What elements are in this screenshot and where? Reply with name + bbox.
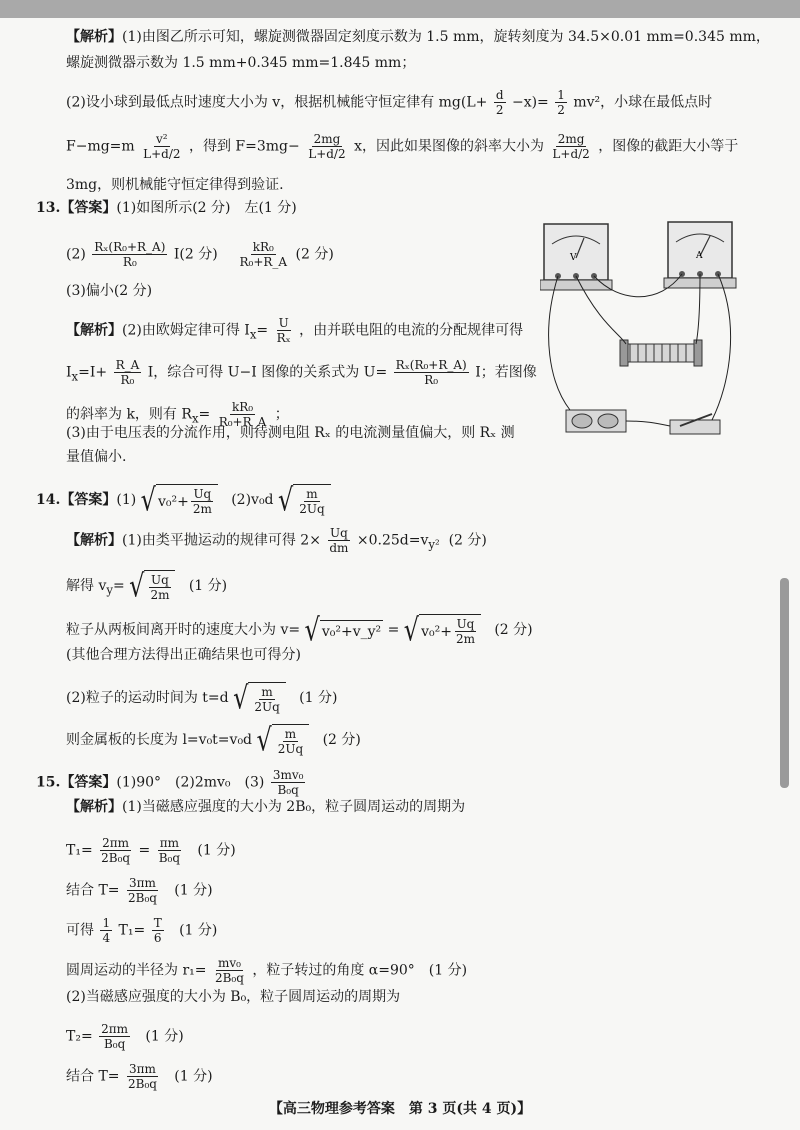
s15-analysis-line-1: 【解析】(1)当磁感应强度的大小为 2B₀，粒子圆周运动的周期为 xyxy=(66,799,466,815)
s15-answer-line: 15.【答案】(1)90° (2)2mv₀ (3) $\frac{\text{3mv₀}}{\text{B₀q}}$ xyxy=(36,768,304,797)
switch-icon xyxy=(670,414,720,434)
voltmeter-icon xyxy=(540,224,612,290)
text: −x)= xyxy=(511,94,549,111)
s13-analysis-line-1: 【解析】(2)由欧姆定律可得 $I_x=$ $\frac{U}{\text{Rₓ}}$ ，由并联电阻的电流的分配规律可得 xyxy=(66,316,524,345)
fraction: $\frac{2mg}{L+d/2}$ xyxy=(308,132,346,161)
s15-analysis-line-5: 圆周运动的半径为 r₁= $\frac{\text{mv₀}}{\text{2B₀q}}$ ，粒子转过的角度 α=90° (1 分) xyxy=(66,956,468,985)
s12-line-5: 3mg，则机械能守恒定律得到验证. xyxy=(66,177,284,193)
s15-analysis-line-6: (2)当磁感应强度的大小为 B₀，粒子圆周运动的周期为 xyxy=(66,989,401,1005)
s14-analysis-line-5: (2)粒子的运动时间为 t=d √ $\frac{m}{2Uq}$ (1 分) xyxy=(66,679,338,717)
s15-analysis-line-3: 结合 T= $\frac{3\pi m}{\text{2B₀q}}$ (1 分) xyxy=(66,876,213,905)
s12-line-2: 螺旋测微器示数为 1.5 mm+0.345 mm=1.845 mm； xyxy=(66,55,416,71)
battery-icon xyxy=(566,410,626,432)
fraction: $\frac{\text{v²}}{L+d/2}$ xyxy=(143,132,181,161)
fraction: $\frac{U}{\text{Rₓ}}$ xyxy=(276,316,291,345)
s14-analysis-line-6: 则金属板的长度为 l=v₀t=v₀d √ $\frac{m}{2Uq}$ (2 分) xyxy=(66,721,361,759)
s13-answer-line-2: (2) $\frac{\text{Rₓ(R₀+R\_A)}}{\text{R₀}}$ I(2 分) $\frac{\text{kR₀}}{\text{R₀+R\_A}}$ (2 分) xyxy=(66,240,334,269)
voltmeter-label: V xyxy=(570,253,577,263)
s15-analysis-line-8: 结合 T= $\frac{3\pi m}{\text{2B₀q}}$ (1 分) xyxy=(66,1062,213,1091)
sqrt-expression: √ v₀²+ $\frac{Uq}{2m}$ xyxy=(141,484,218,516)
fraction: $\frac{\text{kR₀}}{\text{R₀+R\_A}}$ xyxy=(218,400,267,429)
s13-analysis-line-5: 量值偏小. xyxy=(66,449,127,465)
answer-tag: 【答案】 xyxy=(60,774,117,791)
s14-analysis-line-2: 解得 $v_y=$ √ $\frac{Uq}{2m}$ (1 分) xyxy=(66,567,228,605)
fraction: $\frac{\text{kR₀}}{\text{R₀+R\_A}}$ xyxy=(239,240,288,269)
s14-answer-line: 14.【答案】(1) √ v₀²+ $\frac{Uq}{2m}$ (2)v₀d √ $\frac{m}{2Uq}$ xyxy=(36,484,331,516)
analysis-tag: 【解析】 xyxy=(66,29,122,45)
s15-analysis-line-4: 可得 $\frac{1}{4}$ T₁= $\frac{T}{6}$ (1 分) xyxy=(66,916,218,945)
fraction: $\frac{\text{Rₓ(R₀+R\_A)}}{\text{R₀}}$ xyxy=(94,240,166,269)
page-footer: 【高三物理参考答案 第 3 页(共 4 页)】 xyxy=(268,1101,532,1117)
text: (2)设小球到最低点时速度大小为 v，根据机械能守恒定律有 mg(L+ xyxy=(66,94,488,111)
answer-tag: 【答案】 xyxy=(60,200,117,216)
text: x，因此如果图像的斜率大小为 xyxy=(354,138,544,155)
fraction: $\frac{R\_A}{\text{R₀}}$ xyxy=(115,358,140,387)
s13-analysis-line-3: 的斜率为 k，则有 $R_x=$ $\frac{\text{kR₀}}{\text{R₀+R\_A}}$ ； xyxy=(66,400,289,429)
fraction: $\frac{d}{2}$ xyxy=(495,88,504,117)
fraction: $\frac{2mg}{L+d/2}$ xyxy=(552,132,590,161)
fraction: $\frac{1}{2}$ xyxy=(557,88,565,117)
s12-line-1 xyxy=(66,28,770,46)
s12-line-3 xyxy=(66,88,712,117)
answer-tag: 【答案】 xyxy=(60,492,117,508)
s14-analysis-line-1: 【解析】(1)由类平抛运动的规律可得 2× $\frac{Uq}{dm}$ $\times 0.25d=v_{y^2}$ (2 分) xyxy=(66,526,487,555)
text: (1)由图乙所示可知，螺旋测微器固定刻度示数为 1.5 mm，旋转刻度为 34.5×0.01 mm=0.345 mm， xyxy=(122,29,770,45)
text: F−mg=m xyxy=(66,138,135,155)
circuit-diagram xyxy=(540,214,740,450)
s13-analysis-line-4: (3)由于电压表的分流作用，则待测电阻 Rₓ 的电流测量值偏大，则 Rₓ 测 xyxy=(66,425,515,441)
s14-analysis-line-4: (其他合理方法得出正确结果也可得分) xyxy=(66,647,301,663)
text: mv²，小球在最低点时 xyxy=(573,94,713,111)
resistor-icon xyxy=(620,340,702,366)
top-bar xyxy=(0,0,800,18)
ammeter-label: A xyxy=(696,251,703,261)
s15-analysis-line-2: T₁= $\frac{2\pi m}{\text{2B₀q}}$ = $\frac{\pi m}{\text{B₀q}}$ (1 分) xyxy=(66,836,236,865)
scrollbar-thumb[interactable] xyxy=(780,578,789,788)
fraction: $\frac{\text{Rₓ(R₀+R\_A)}}{\text{R₀}}$ xyxy=(395,358,467,387)
sqrt-expression: √ $\frac{m}{2Uq}$ xyxy=(278,484,331,516)
s12-line-4 xyxy=(66,132,738,161)
s14-analysis-line-3: 粒子从两板间离开时的速度大小为 v= √ v₀²+v_y² = √ v₀²+ $\frac{Uq}{2m}$ (2 分) xyxy=(66,611,533,649)
text: ，得到 F=3mg− xyxy=(188,138,300,155)
text: ，图像的截距大小等于 xyxy=(598,138,739,155)
s13-answer-line-3: (3)偏小(2 分) xyxy=(66,283,153,299)
s15-analysis-line-7: T₂= $\frac{2\pi m}{\text{B₀q}}$ (1 分) xyxy=(66,1022,184,1051)
s13-answer-line-1: 13.【答案】(1)如图所示(2 分) 左(1 分) xyxy=(36,200,297,216)
s13-analysis-line-2: $I_x=I+$ $\frac{R\_A}{\text{R₀}}$ I，综合可得 U−I 图像的关系式为 U= $\frac{\text{Rₓ(R₀+R\_A)}}{\text{R₀}}$ I；若图像 xyxy=(66,358,537,387)
